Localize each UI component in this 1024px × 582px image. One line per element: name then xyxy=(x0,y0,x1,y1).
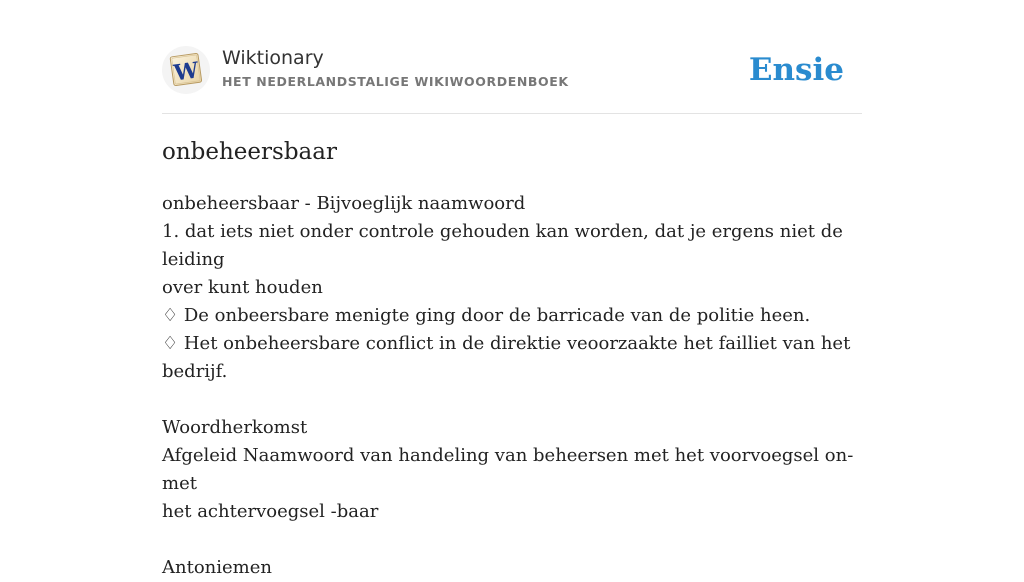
etymology-line-2: het achtervoegsel -baar xyxy=(162,501,379,522)
wiktionary-logo-icon[interactable] xyxy=(162,46,210,94)
example-sentence-1: ♢ De onbeersbare menigte ging door de barricade van de politie heen. xyxy=(162,305,811,326)
etymology-line-1: Afgeleid Naamwoord van handeling van beheersen met het voorvoegsel on- met xyxy=(162,445,854,494)
definition-line-2: over kunt houden xyxy=(162,277,323,298)
example-sentence-2-line-1: ♢ Het onbeheersbare conflict in de direktie veoorzaakte het failliet van het xyxy=(162,333,851,354)
logo-tile-graphic xyxy=(162,46,210,94)
header-divider xyxy=(162,113,862,114)
logo-letter: W xyxy=(172,57,201,87)
spacer xyxy=(162,386,864,414)
spacer xyxy=(162,526,864,554)
antonyms-heading: Antoniemen xyxy=(162,557,272,578)
page xyxy=(162,0,862,578)
entry-content xyxy=(162,190,864,582)
example-sentence-2-line-2: bedrijf. xyxy=(162,361,228,382)
site-name[interactable]: Wiktionary xyxy=(222,47,324,69)
site-tagline: HET NEDERLANDSTALIGE WIKIWOORDENBOEK xyxy=(222,74,569,89)
etymology-heading: Woordherkomst xyxy=(162,417,308,438)
definition-line-1: 1. dat iets niet onder controle gehouden kan worden, dat je ergens niet de leiding xyxy=(162,221,843,270)
brand-logo-link[interactable]: Ensie xyxy=(748,52,844,88)
entry-heading: onbeheersbaar - Bijvoeglijk naamwoord xyxy=(162,193,526,214)
site-header xyxy=(162,46,862,96)
page-title: onbeheersbaar xyxy=(162,139,337,165)
